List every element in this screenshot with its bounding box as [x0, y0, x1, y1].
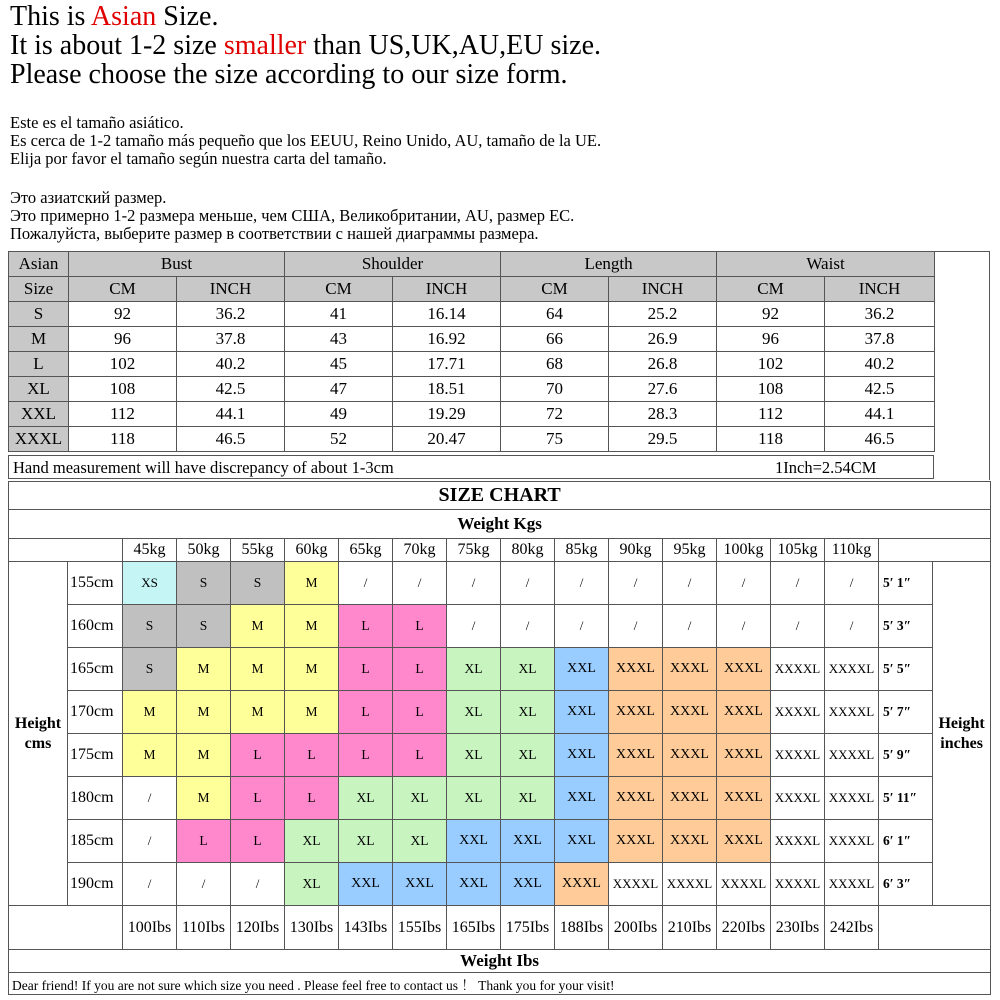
- size-cell: /: [123, 777, 177, 820]
- size-cell: XS: [123, 562, 177, 605]
- spanish-text: [10, 114, 601, 168]
- size-label: M: [9, 327, 69, 352]
- size-cell: S: [177, 605, 231, 648]
- size-cell: /: [609, 562, 663, 605]
- size-cell: XXXL: [717, 734, 771, 777]
- corner-asian: Asian: [9, 252, 69, 277]
- size-cell: XL: [447, 691, 501, 734]
- size-label: XXL: [9, 402, 69, 427]
- weight-kg-label: 75kg: [447, 539, 501, 562]
- size-cell: XL: [501, 648, 555, 691]
- size-row: [9, 377, 935, 402]
- chart-corner-blank: [9, 539, 123, 562]
- height-cms-line: Height: [14, 714, 62, 732]
- chart-row: [9, 820, 991, 863]
- measurement-cell: 96: [69, 327, 177, 352]
- height-inch-label: 5′ 7″: [879, 691, 933, 734]
- size-cell: M: [285, 691, 339, 734]
- weight-lbs-value: 175Ibs: [501, 906, 555, 950]
- measurement-cell: 26.8: [609, 352, 717, 377]
- height-inch-label: 5′ 5″: [879, 648, 933, 691]
- measurement-cell: 44.1: [825, 402, 935, 427]
- size-cell: XXXXL: [771, 648, 825, 691]
- weight-lbs-value: 130Ibs: [285, 906, 339, 950]
- weight-kg-label: 105kg: [771, 539, 825, 562]
- unit-header: CM: [285, 277, 393, 302]
- measurement-cell: 102: [717, 352, 825, 377]
- measurement-cell: 42.5: [177, 377, 285, 402]
- size-cell: XL: [393, 777, 447, 820]
- header-line-2-post: than US,UK,AU,EU size.: [306, 30, 602, 61]
- size-cell: M: [123, 734, 177, 777]
- size-cell: M: [177, 648, 231, 691]
- weight-kg-label: 50kg: [177, 539, 231, 562]
- size-label: S: [9, 302, 69, 327]
- size-cell: XXXL: [717, 691, 771, 734]
- size-cell: L: [231, 820, 285, 863]
- header-line-1-pre: This is: [10, 1, 91, 32]
- spanish-line: Es cerca de 1-2 tamaño más pequeño que los EEUU, Reino Unido, AU, tamaño de la UE.: [10, 131, 602, 150]
- size-label: L: [9, 352, 69, 377]
- measurement-cell: 45: [285, 352, 393, 377]
- size-cell: XXL: [555, 734, 609, 777]
- height-cm-label: 165cm: [68, 648, 123, 691]
- size-row: [9, 302, 935, 327]
- size-cell: M: [123, 691, 177, 734]
- measurement-cell: 27.6: [609, 377, 717, 402]
- size-cell: XXL: [447, 863, 501, 906]
- size-cell: S: [177, 562, 231, 605]
- size-cell: XL: [447, 777, 501, 820]
- size-cell: XL: [285, 820, 339, 863]
- weight-kg-label: 95kg: [663, 539, 717, 562]
- size-row: [9, 427, 935, 452]
- russian-text: [10, 189, 574, 243]
- height-inch-label: 6′ 3″: [879, 863, 933, 906]
- weight-lbs-value: 165Ibs: [447, 906, 501, 950]
- size-cell: XXL: [339, 863, 393, 906]
- height-inch-label: 5′ 1″: [879, 562, 933, 605]
- chart-row: [9, 691, 991, 734]
- unit-header: CM: [717, 277, 825, 302]
- measurement-cell: 46.5: [177, 427, 285, 452]
- size-label: XL: [9, 377, 69, 402]
- size-cell: M: [177, 777, 231, 820]
- unit-header: CM: [501, 277, 609, 302]
- weight-kg-label: 90kg: [609, 539, 663, 562]
- height-inches-line: Height: [938, 714, 985, 732]
- size-cell: /: [231, 863, 285, 906]
- height-cms-label: [9, 562, 68, 906]
- size-cell: /: [501, 605, 555, 648]
- size-cell: M: [177, 734, 231, 777]
- weight-lbs-value: 220Ibs: [717, 906, 771, 950]
- size-cell: /: [771, 562, 825, 605]
- size-cell: XXXL: [717, 777, 771, 820]
- size-cell: XXXXL: [825, 734, 879, 777]
- size-row: [9, 402, 935, 427]
- height-inch-label: 5′ 3″: [879, 605, 933, 648]
- size-label: XXXL: [9, 427, 69, 452]
- size-cell: XXXL: [609, 648, 663, 691]
- height-cm-label: 190cm: [68, 863, 123, 906]
- size-cell: XXXL: [555, 863, 609, 906]
- weight-kg-label: 65kg: [339, 539, 393, 562]
- height-inches-label: [933, 562, 991, 906]
- measurement-cell: 44.1: [177, 402, 285, 427]
- size-cell: L: [393, 734, 447, 777]
- size-cell: XXXL: [663, 820, 717, 863]
- size-cell: L: [339, 648, 393, 691]
- size-cell: XXXL: [609, 820, 663, 863]
- size-cell: /: [609, 605, 663, 648]
- weight-lbs-value: 230Ibs: [771, 906, 825, 950]
- chart-row: [9, 863, 991, 906]
- size-cell: XXXXL: [771, 863, 825, 906]
- size-cell: XL: [501, 777, 555, 820]
- measurement-cell: 37.8: [177, 327, 285, 352]
- chart-row: [9, 605, 991, 648]
- weight-kg-label: 80kg: [501, 539, 555, 562]
- weight-kg-label: 85kg: [555, 539, 609, 562]
- size-cell: XXL: [447, 820, 501, 863]
- measurement-cell: 112: [69, 402, 177, 427]
- size-cell: /: [825, 562, 879, 605]
- measurement-cell: 16.14: [393, 302, 501, 327]
- header-line-1: [10, 2, 601, 31]
- table-frame: [933, 251, 990, 480]
- discrepancy-note: Hand measurement will have discrepancy of about 1-3cm: [13, 458, 394, 477]
- weight-kg-label: 60kg: [285, 539, 339, 562]
- measurement-cell: 75: [501, 427, 609, 452]
- size-cell: XL: [285, 863, 339, 906]
- weight-lbs-value: 210Ibs: [663, 906, 717, 950]
- measurement-cell: 36.2: [177, 302, 285, 327]
- size-cell: XXXL: [609, 734, 663, 777]
- chart-corner-blank: [9, 906, 123, 950]
- corner-size: Size: [9, 277, 69, 302]
- size-cell: L: [339, 691, 393, 734]
- size-chart: [8, 481, 991, 995]
- measurement-cell: 118: [69, 427, 177, 452]
- size-cell: XXL: [501, 820, 555, 863]
- size-cell: /: [717, 605, 771, 648]
- measurement-cell: 46.5: [825, 427, 935, 452]
- russian-line: Пожалуйста, выберите размер в соответствии с нашей диаграммы размера.: [10, 224, 539, 243]
- height-inch-label: 5′ 9″: [879, 734, 933, 777]
- size-cell: M: [231, 691, 285, 734]
- weight-lbs-value: 155Ibs: [393, 906, 447, 950]
- russian-line: Это примерно 1-2 размера меньше, чем США, Великобритании, AU, размер EC.: [10, 206, 575, 225]
- measurement-cell: 29.5: [609, 427, 717, 452]
- size-cell: M: [231, 648, 285, 691]
- measurement-cell: 70: [501, 377, 609, 402]
- size-cell: S: [123, 605, 177, 648]
- smaller-highlight: smaller: [223, 30, 307, 61]
- size-cell: XXXL: [717, 648, 771, 691]
- size-cell: /: [177, 863, 231, 906]
- measurement-cell: 17.71: [393, 352, 501, 377]
- size-cell: L: [393, 605, 447, 648]
- size-cell: M: [231, 605, 285, 648]
- spanish-line: Elija por favor el tamaño según nuestra carta del tamaño.: [10, 149, 387, 168]
- header-line-2-pre: It is about 1-2 size: [10, 30, 224, 61]
- size-cell: XL: [447, 734, 501, 777]
- size-cell: /: [393, 562, 447, 605]
- size-cell: XXXXL: [771, 691, 825, 734]
- height-cms-line: cms: [24, 734, 52, 752]
- size-cell: /: [447, 562, 501, 605]
- size-row: [9, 327, 935, 352]
- measurement-cell: 26.9: [609, 327, 717, 352]
- size-cell: XXXXL: [825, 863, 879, 906]
- size-cell: XXXL: [663, 777, 717, 820]
- weight-lbs-value: 100Ibs: [123, 906, 177, 950]
- weight-lbs-value: 110Ibs: [177, 906, 231, 950]
- chart-row: [9, 734, 991, 777]
- size-cell: XXXXL: [609, 863, 663, 906]
- measurement-cell: 118: [717, 427, 825, 452]
- measurement-cell: 108: [69, 377, 177, 402]
- measurement-cell: 96: [717, 327, 825, 352]
- weight-lbs-value: 242Ibs: [825, 906, 879, 950]
- size-cell: L: [393, 648, 447, 691]
- size-rows: [9, 302, 935, 452]
- size-cell: XXXXL: [717, 863, 771, 906]
- size-cell: XL: [393, 820, 447, 863]
- unit-header: INCH: [609, 277, 717, 302]
- size-cell: L: [339, 734, 393, 777]
- size-cell: XXXXL: [825, 691, 879, 734]
- chart-row: [9, 562, 991, 605]
- measurement-cell: 40.2: [177, 352, 285, 377]
- asian-highlight: Asian: [90, 1, 157, 32]
- size-cell: XL: [447, 648, 501, 691]
- weight-lbs-value: 120Ibs: [231, 906, 285, 950]
- size-cell: XXXL: [663, 734, 717, 777]
- measurement-cell: 92: [717, 302, 825, 327]
- size-cell: S: [231, 562, 285, 605]
- height-inch-label: 5′ 11″: [879, 777, 933, 820]
- measurement-cell: 102: [69, 352, 177, 377]
- weight-lbs-row: [9, 906, 991, 950]
- measurement-note: [8, 455, 934, 479]
- size-cell: XL: [339, 777, 393, 820]
- chart-corner-blank: [879, 906, 991, 950]
- size-cell: XL: [339, 820, 393, 863]
- size-cell: /: [123, 863, 177, 906]
- size-cell: XXXL: [609, 777, 663, 820]
- size-cell: /: [771, 605, 825, 648]
- measurement-cell: 16.92: [393, 327, 501, 352]
- size-cell: XXXXL: [825, 777, 879, 820]
- size-cell: L: [285, 777, 339, 820]
- measurement-cell: 49: [285, 402, 393, 427]
- size-cell: XL: [501, 691, 555, 734]
- weight-kg-label: 100kg: [717, 539, 771, 562]
- measurement-cell: 47: [285, 377, 393, 402]
- height-cm-label: 170cm: [68, 691, 123, 734]
- size-cell: XXL: [555, 648, 609, 691]
- chart-rows: [9, 562, 991, 906]
- size-chart-title: SIZE CHART: [9, 482, 991, 510]
- size-cell: L: [177, 820, 231, 863]
- size-cell: XL: [501, 734, 555, 777]
- measurement-cell: 64: [501, 302, 609, 327]
- measurement-cell: 52: [285, 427, 393, 452]
- measurement-cell: 19.29: [393, 402, 501, 427]
- russian-line: Это азиатский размер.: [10, 188, 167, 207]
- group-shoulder: Shoulder: [285, 252, 501, 277]
- size-cell: XXL: [501, 863, 555, 906]
- height-cm-label: 155cm: [68, 562, 123, 605]
- header: [10, 2, 601, 89]
- measurement-cell: 66: [501, 327, 609, 352]
- measurement-cell: 72: [501, 402, 609, 427]
- height-cm-label: 185cm: [68, 820, 123, 863]
- weight-lbs-value: 143Ibs: [339, 906, 393, 950]
- measurement-cell: 28.3: [609, 402, 717, 427]
- size-cell: /: [663, 562, 717, 605]
- size-cell: XXL: [393, 863, 447, 906]
- unit-header: INCH: [393, 277, 501, 302]
- chart-row: [9, 777, 991, 820]
- size-cell: /: [825, 605, 879, 648]
- size-cell: L: [231, 777, 285, 820]
- header-line-2: [10, 31, 601, 60]
- measurement-cell: 41: [285, 302, 393, 327]
- size-cell: XXL: [555, 820, 609, 863]
- measurement-cell: 92: [69, 302, 177, 327]
- height-cm-label: 160cm: [68, 605, 123, 648]
- measurement-cell: 43: [285, 327, 393, 352]
- size-measurement-table: [8, 251, 935, 452]
- measurement-cell: 18.51: [393, 377, 501, 402]
- group-bust: Bust: [69, 252, 285, 277]
- size-cell: XXXXL: [771, 820, 825, 863]
- size-row: [9, 352, 935, 377]
- weight-lbs-value: 200Ibs: [609, 906, 663, 950]
- weight-kg-header-row: [9, 539, 991, 562]
- chart-corner-blank: [879, 539, 991, 562]
- weight-lbs-value: 188Ibs: [555, 906, 609, 950]
- size-cell: M: [285, 648, 339, 691]
- chart-row: [9, 648, 991, 691]
- size-cell: /: [339, 562, 393, 605]
- size-cell: L: [339, 605, 393, 648]
- weight-kg-label: 110kg: [825, 539, 879, 562]
- measurement-cell: 112: [717, 402, 825, 427]
- size-cell: /: [555, 605, 609, 648]
- size-cell: /: [123, 820, 177, 863]
- size-cell: XXXL: [717, 820, 771, 863]
- size-cell: L: [231, 734, 285, 777]
- size-cell: M: [285, 562, 339, 605]
- weight-kg-label: 70kg: [393, 539, 447, 562]
- weight-lbs-label: Weight Ibs: [9, 950, 991, 973]
- size-cell: /: [555, 562, 609, 605]
- height-inches-line: inches: [940, 734, 983, 752]
- size-cell: XXXXL: [663, 863, 717, 906]
- size-cell: XXL: [555, 777, 609, 820]
- size-cell: L: [393, 691, 447, 734]
- measurement-cell: 40.2: [825, 352, 935, 377]
- size-cell: XXXL: [663, 648, 717, 691]
- measurement-cell: 36.2: [825, 302, 935, 327]
- header-line-1-post: Size.: [156, 1, 219, 32]
- size-cell: /: [447, 605, 501, 648]
- unit-header: INCH: [825, 277, 935, 302]
- height-cm-label: 175cm: [68, 734, 123, 777]
- size-cell: XXXXL: [825, 648, 879, 691]
- size-cell: /: [717, 562, 771, 605]
- measurement-cell: 25.2: [609, 302, 717, 327]
- header-line-3: Please choose the size according to our size form.: [10, 59, 568, 90]
- size-cell: S: [123, 648, 177, 691]
- size-cell: XXXXL: [825, 820, 879, 863]
- size-cell: /: [663, 605, 717, 648]
- spanish-line: Este es el tamaño asiático.: [10, 113, 184, 132]
- height-cm-label: 180cm: [68, 777, 123, 820]
- weight-kgs-label: Weight Kgs: [9, 510, 991, 539]
- measurement-cell: 37.8: [825, 327, 935, 352]
- size-cell: XXXXL: [771, 734, 825, 777]
- unit-header: CM: [69, 277, 177, 302]
- size-cell: M: [177, 691, 231, 734]
- size-cell: XXXL: [609, 691, 663, 734]
- size-cell: M: [285, 605, 339, 648]
- measurement-cell: 20.47: [393, 427, 501, 452]
- weight-kg-label: 45kg: [123, 539, 177, 562]
- footer-note: Dear friend! If you are not sure which size you need . Please feel free to contact us ！ Thank you for your visit!: [9, 973, 991, 995]
- size-cell: XXL: [555, 691, 609, 734]
- weight-kg-label: 55kg: [231, 539, 285, 562]
- size-cell: /: [501, 562, 555, 605]
- size-cell: XXXL: [663, 691, 717, 734]
- height-inch-label: 6′ 1″: [879, 820, 933, 863]
- group-waist: Waist: [717, 252, 935, 277]
- size-cell: L: [285, 734, 339, 777]
- measurement-cell: 42.5: [825, 377, 935, 402]
- measurement-cell: 108: [717, 377, 825, 402]
- unit-header: INCH: [177, 277, 285, 302]
- inch-conversion-note: 1Inch=2.54CM: [775, 458, 877, 477]
- size-cell: XXXXL: [771, 777, 825, 820]
- measurement-cell: 68: [501, 352, 609, 377]
- group-length: Length: [501, 252, 717, 277]
